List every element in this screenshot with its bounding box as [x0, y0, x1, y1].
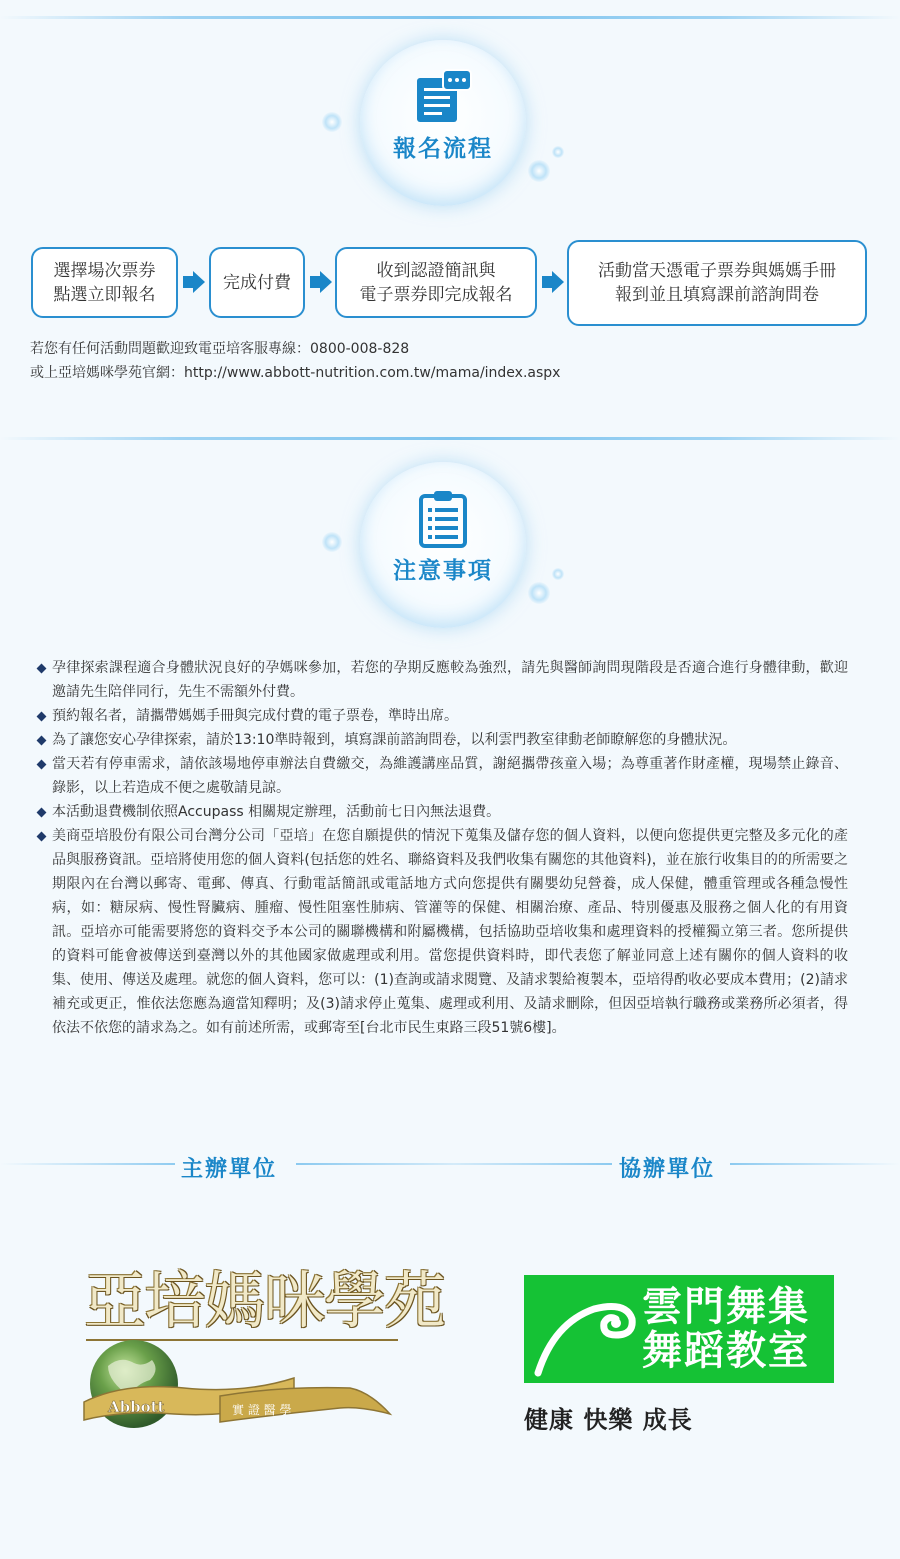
- notice-list: [36, 656, 848, 1040]
- bullet-icon: [37, 760, 47, 770]
- clipboard-icon: [418, 490, 468, 548]
- list-item: 本活動退費機制依照Accupass 相關規定辦理，活動前七日內無法退費。: [36, 800, 848, 824]
- step-1: [31, 247, 178, 318]
- decor-bubble: [322, 532, 342, 552]
- step-3: [335, 247, 537, 318]
- list-item: 預約報名者，請攜帶媽媽手冊與完成付費的電子票卷，準時出席。: [36, 704, 848, 728]
- arrow-right-icon: [183, 271, 205, 293]
- step-1-line1: 選擇場次票券: [53, 260, 156, 281]
- step-3-line2: 電子票券即完成報名: [359, 284, 513, 305]
- cohost-divider-right: [730, 1163, 900, 1165]
- registration-title: 報名流程: [393, 136, 493, 162]
- abbott-brand-text: Abbott: [108, 1398, 165, 1416]
- notice-header-bubble: [360, 462, 526, 628]
- contact-phone: 若您有任何活動問題歡迎致電亞培客服專線：0800-008-828: [30, 341, 410, 357]
- swirl-icon: [534, 1283, 644, 1377]
- host-divider-left: [0, 1163, 180, 1165]
- decor-bubble: [322, 112, 342, 132]
- list-item: 為了讓您安心孕律探索，請於13:10準時報到，填寫課前諮詢問卷，以利雲門教室律動老師瞭解您的身體狀況。: [36, 728, 848, 752]
- step-2-line1: 完成付費: [223, 272, 291, 293]
- host-title: 主辦單位: [175, 1152, 283, 1183]
- contact-website[interactable]: 或上亞培媽咪學苑官網：http://www.abbott-nutrition.com.tw/mama/index.aspx: [30, 365, 561, 381]
- abbott-logo-graphic: [82, 1336, 402, 1440]
- decor-bubble: [552, 568, 564, 580]
- list-item: 美商亞培股份有限公司台灣分公司「亞培」在您自願提供的情況下蒐集及儲存您的個人資料，以便向您提供更完整及多元化的產品與服務資訊。亞培將使用您的個人資料(包括您的姓名、聯絡資料及我們收集有關您的其他資料)，並在旅行收集目的的所需要之期限內在台灣以郵寄、電郵、傳真、行動電話簡訊或電話地方式向您提供有關嬰幼兒營養，成人保健，體重管理或各種急慢性病，如：糖尿病、慢性腎臟病、腫瘤、慢性阻塞性肺病、管灌等的保健、相關治療、產品、特別優惠及服務之個人化的有用資訊。亞培亦可能需要將您的資料交予本公司的關聯機構和附屬機構，包括協助亞培收集和處理資料的授權獨立第三者。您所提供的資料可能會被傳送到臺灣以外的其他國家做處理或利用。當您提供資料時，即代表您了解並同意上述有關你的個人資料的收集、使用、傳送及處理。就您的個人資料，您可以：(1)查詢或請求閱覽、及請求製給複製本，亞培得酌收必要成本費用；(2)請求補充或更正，惟依法您應為適當知釋明；及(3)請求停止蒐集、處理或利用、及請求刪除，但因亞培執行職務或業務所必須者，得依法不依您的請求為之。如有前述所需，或郵寄至[台北市民生東路三段51號6樓]。: [36, 824, 848, 1040]
- top-divider: [0, 16, 900, 19]
- cloud-gate-slogan: 健康 快樂 成長: [524, 1405, 693, 1434]
- bullet-icon: [37, 664, 47, 674]
- arrow-right-icon: [310, 271, 332, 293]
- step-2: [209, 247, 305, 318]
- bullet-icon: [37, 736, 47, 746]
- bullet-icon: [37, 808, 47, 818]
- cloud-gate-logo: [524, 1275, 834, 1383]
- decor-bubble: [552, 146, 564, 158]
- step-4-line2: 報到並且填寫課前諮詢問卷: [615, 285, 819, 305]
- notice-title: 注意事項: [393, 558, 493, 584]
- arrow-right-icon: [542, 271, 564, 293]
- section-divider: [0, 437, 900, 440]
- host-divider-middle: [296, 1163, 612, 1165]
- registration-header-bubble: [360, 40, 526, 206]
- decor-bubble: [528, 582, 550, 604]
- step-3-line1: 收到認證簡訊與: [376, 260, 496, 281]
- decor-bubble: [528, 160, 550, 182]
- step-1-line2: 點選立即報名: [53, 284, 156, 305]
- cloud-gate-line2: 舞蹈教室: [642, 1327, 810, 1374]
- step-4-line1: 活動當天憑電子票券與媽媽手冊: [598, 261, 836, 281]
- bullet-icon: [37, 712, 47, 722]
- cloud-gate-line1: 雲門舞集: [642, 1283, 810, 1330]
- list-item: 孕律探索課程適合身體狀況良好的孕媽咪參加，若您的孕期反應較為強烈，請先與醫師詢問現階段是否適合進行身體律動，歡迎邀請先生陪伴同行，先生不需額外付費。: [36, 656, 848, 704]
- abbott-ribbon-text: 實 證 醫 學: [232, 1403, 292, 1417]
- abbott-mama-logo-text: 亞培媽咪學苑: [84, 1264, 445, 1337]
- co-host-title: 協辦單位: [613, 1152, 721, 1183]
- registration-form-icon: [415, 68, 473, 126]
- list-item: 當天若有停車需求，請依該場地停車辦法自費繳交，為維護講座品質，謝絕攜帶孩童入場；為尊重著作財產權，現場禁止錄音、錄影，以上若造成不便之處敬請見諒。: [36, 752, 848, 800]
- bullet-icon: [37, 832, 47, 842]
- step-4: [567, 240, 867, 326]
